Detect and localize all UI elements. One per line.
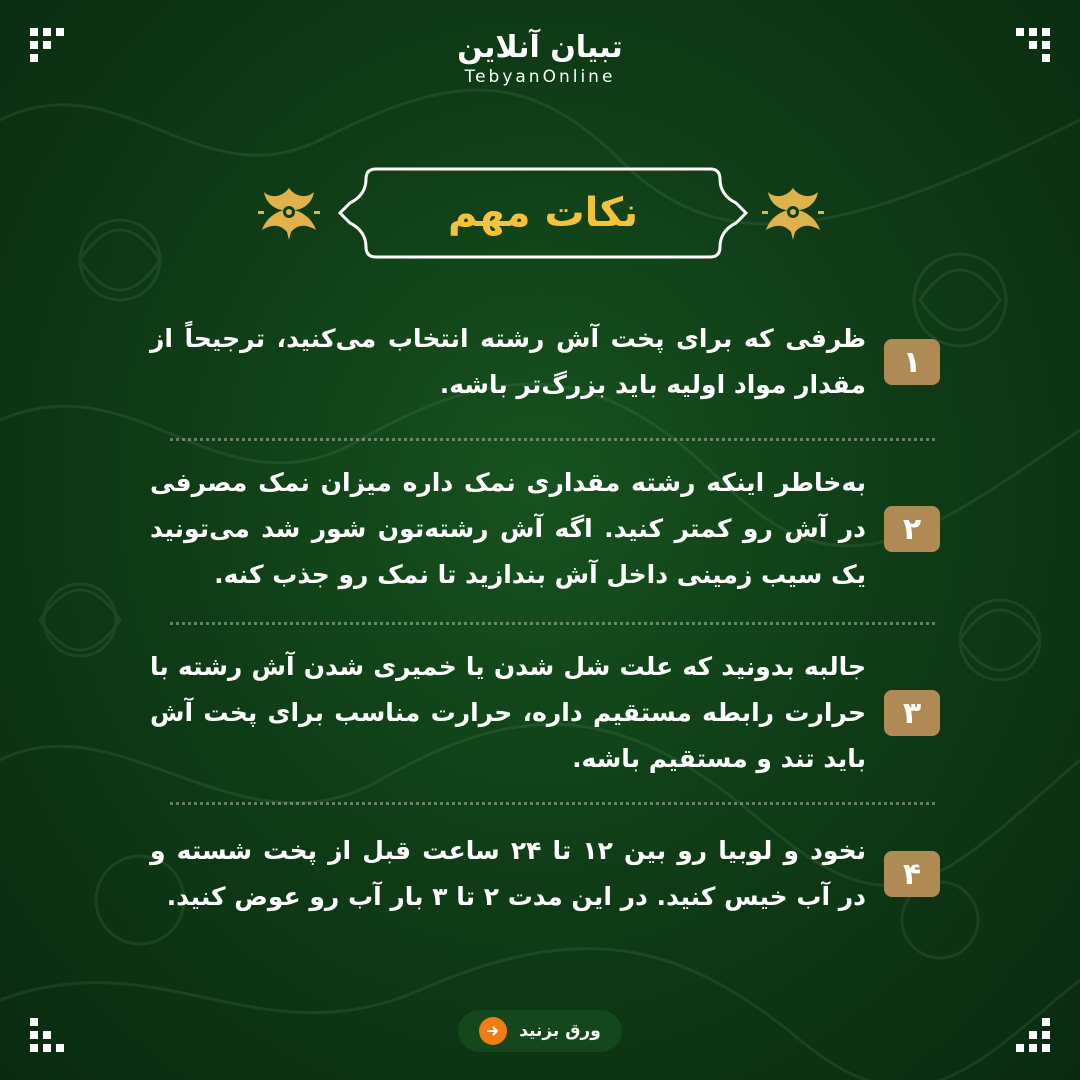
tip-text: به‌خاطر اینکه رشته مقداری نمک داره میزان نمک مصرفی در آش رو کمتر کنید. اگه آش رشته‌تون شور شد می‌تونید یک سیب زمینی داخل آش بندازید تا نمک رو جذب کنه. [150, 468, 866, 589]
tip-item-1 [150, 316, 940, 408]
page-title: نکات مهم [448, 190, 638, 236]
swipe-next-button[interactable] [458, 1010, 622, 1052]
swipe-label: ورق بزنید [519, 1021, 601, 1041]
tip-number-badge: ۲ [884, 506, 940, 552]
tip-number-badge: ۱ [884, 339, 940, 385]
dotted-divider [170, 438, 935, 441]
brand-logo [0, 30, 1080, 88]
logo-english-text: TebyanOnline [464, 67, 616, 87]
logo-persian-text: تبیان آنلاین [457, 30, 623, 65]
arrow-right-icon [479, 1017, 507, 1045]
corner-pattern-icon-bottom-right [1016, 1018, 1050, 1052]
dotted-divider [170, 622, 935, 625]
corner-pattern-icon-bottom-left [30, 1018, 64, 1052]
tip-text: نخود و لوبیا رو بین ۱۲ تا ۲۴ ساعت قبل از پخت شسته و در آب خیس کنید. در این مدت ۲ تا ۳ بار آب رو عوض کنید. [150, 836, 867, 911]
tip-item-3 [150, 644, 940, 782]
tip-item-2 [150, 460, 940, 598]
tip-text: جالبه بدونید که علت شل شدن یا خمیری شدن آش رشته با حرارت رابطه مستقیم داره، حرارت مناسب برای پخت آش باید تند و مستقیم باشه. [150, 652, 866, 773]
tip-number-badge: ۳ [884, 690, 940, 736]
ornament-flourish-icon-left [258, 186, 320, 242]
tip-number-badge: ۴ [884, 851, 940, 897]
dotted-divider [170, 802, 935, 805]
ornament-flourish-icon-right [762, 186, 824, 242]
tip-item-4 [150, 828, 940, 920]
tip-text: ظرفی که برای پخت آش رشته انتخاب می‌کنید، ترجیحاً از مقدار مواد اولیه باید بزرگ‌تر باشه. [150, 324, 866, 399]
